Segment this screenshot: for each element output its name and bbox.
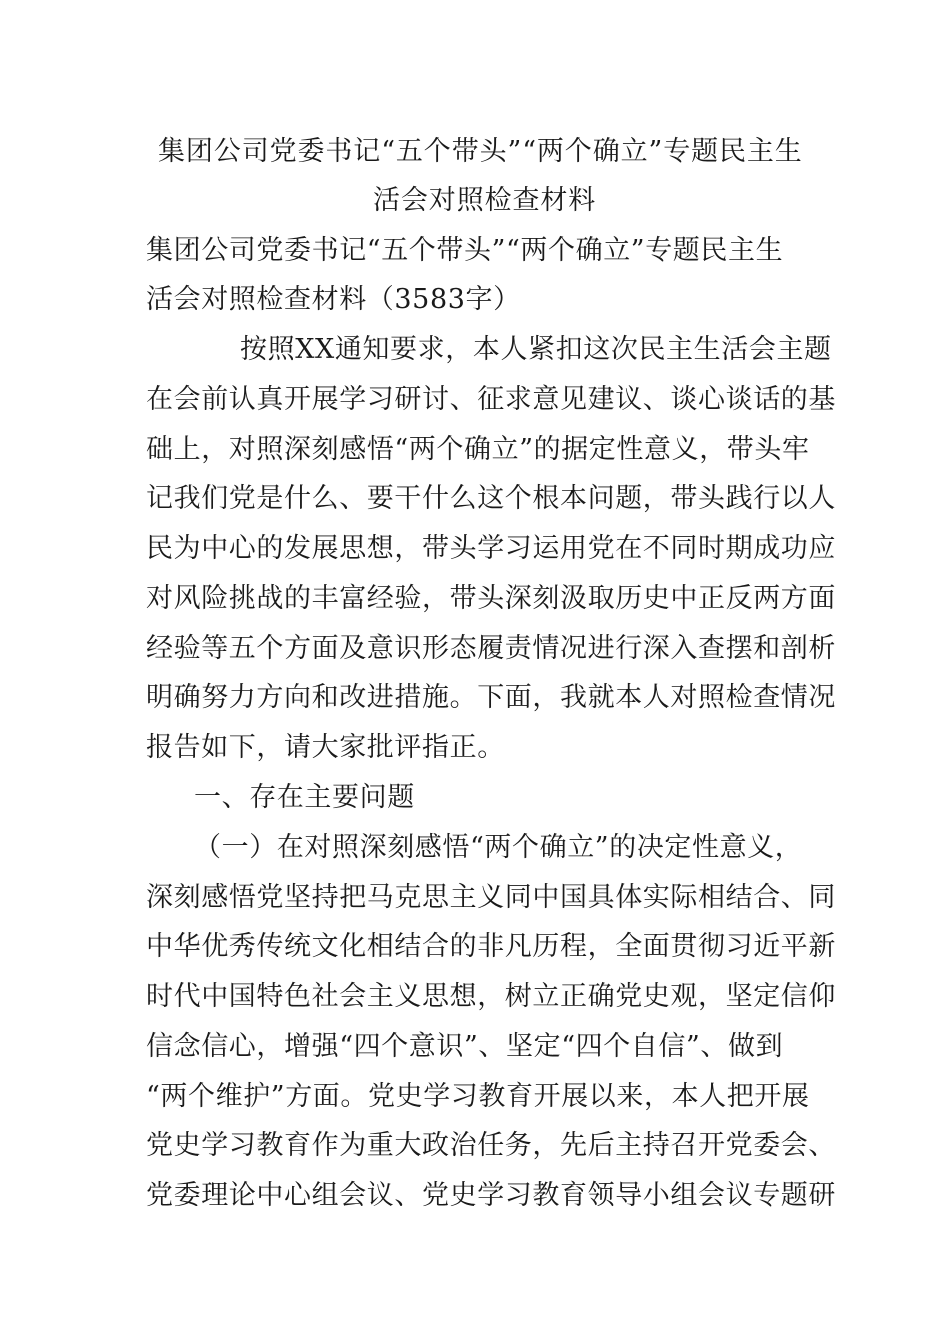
intro-line-9: 报告如下，请大家批评指正。 bbox=[146, 732, 505, 763]
intro-line-7: 经验等五个方面及意识形态履责情况进行深入查摆和剖析 bbox=[146, 633, 836, 664]
intro-line-3: 础上，对照深刻感悟“两个确立”的据定性意义，带头牢 bbox=[146, 434, 810, 465]
document-title-line-2: 活会对照检查材料 bbox=[373, 185, 597, 216]
section-body-line-1: （一）在对照深刻感悟“两个确立”的决定性意义， bbox=[194, 832, 803, 863]
intro-line-4: 记我们党是什么、要干什么这个根本问题，带头践行以人 bbox=[146, 483, 836, 514]
section-body-line-2: 深刻感悟党坚持把马克思主义同中国具体实际相结合、同 bbox=[146, 882, 836, 913]
section-body-line-8: 党委理论中心组会议、党史学习教育领导小组会议专题研 bbox=[146, 1180, 836, 1211]
section-heading: 一、存在主要问题 bbox=[194, 782, 415, 813]
subtitle-line-1: 集团公司党委书记“五个带头”“两个确立”专题民主生 bbox=[146, 235, 784, 266]
subtitle-line-2: 活会对照检查材料（3583字） bbox=[146, 284, 521, 315]
intro-line-6: 对风险挑战的丰富经验，带头深刻汲取历史中正反两方面 bbox=[146, 583, 836, 614]
section-body-line-4: 时代中国特色社会主义思想，树立正确党史观，坚定信仰 bbox=[146, 981, 836, 1012]
intro-line-2: 在会前认真开展学习研讨、征求意见建议、谈心谈话的基 bbox=[146, 384, 836, 415]
intro-line-8: 明确努力方向和改进措施。下面，我就本人对照检查情况 bbox=[146, 682, 836, 713]
section-body-line-5: 信念信心，增强“四个意识”、坚定“四个自信”、做到 bbox=[146, 1031, 784, 1062]
intro-line-1: 按照XX通知要求，本人紧扣这次民主生活会主题 bbox=[240, 334, 832, 365]
document-title-line-1: 集团公司党委书记“五个带头”“两个确立”专题民主生 bbox=[158, 136, 803, 167]
section-body-line-3: 中华优秀传统文化相结合的非凡历程，全面贯彻习近平新 bbox=[146, 931, 836, 962]
section-body-line-6: “两个维护”方面。党史学习教育开展以来，本人把开展 bbox=[146, 1081, 810, 1112]
section-body-line-7: 党史学习教育作为重大政治任务，先后主持召开党委会、 bbox=[146, 1130, 836, 1161]
intro-line-5: 民为中心的发展思想，带头学习运用党在不同时期成功应 bbox=[146, 533, 836, 564]
